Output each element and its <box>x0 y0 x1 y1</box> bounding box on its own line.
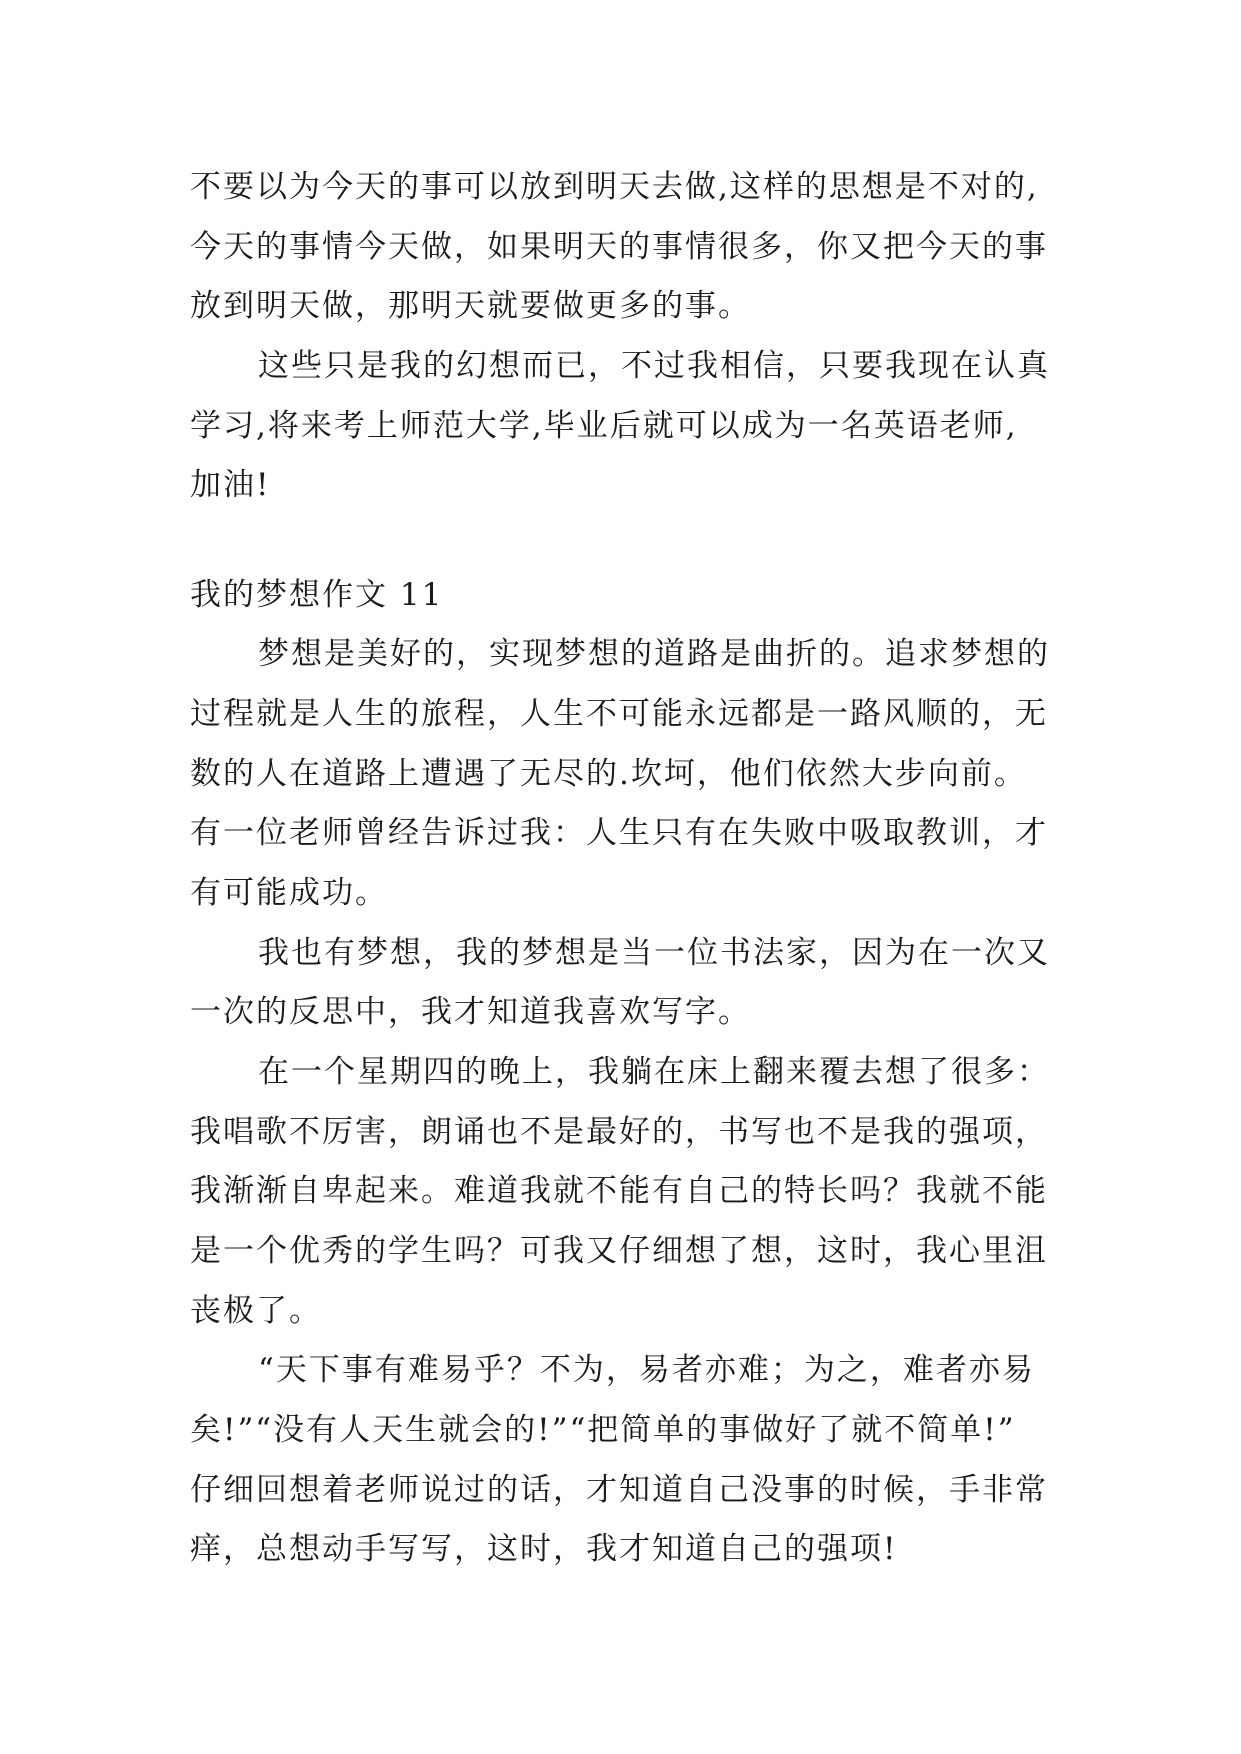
text-line: 我渐渐自卑起来。难道我就不能有自己的特长吗？我就不能 <box>190 1173 1048 1209</box>
text-line: 加油! <box>190 467 271 503</box>
text-line: 这些只是我的幻想而已，不过我相信，只要我现在认真 <box>258 348 1050 384</box>
text-line: 学习,将来考上师范大学,毕业后就可以成为一名英语老师, <box>190 408 1018 444</box>
essay-title: 我的梦想作文 11 <box>190 577 444 613</box>
text-line: 是一个优秀的学生吗？可我又仔细想了想，这时，我心里沮 <box>190 1233 1048 1269</box>
text-line: 仔细回想着老师说过的话，才知道自己没事的时候，手非常 <box>190 1472 1048 1508</box>
text-line: 过程就是人生的旅程，人生不可能永远都是一路风顺的，无 <box>190 696 1048 732</box>
text-line: 丧极了。 <box>190 1293 322 1329</box>
text-line: 有可能成功。 <box>190 875 388 911</box>
text-line: 痒，总想动手写写，这时，我才知道自己的强项! <box>190 1531 898 1567</box>
text-line: 一次的反思中，我才知道我喜欢写字。 <box>190 994 751 1030</box>
text-line: “天下事有难易乎？不为，易者亦难；为之，难者亦易 <box>258 1352 1035 1388</box>
text-line: 数的人在道路上遭遇了无尽的.坎坷，他们依然大步向前。 <box>190 756 1027 792</box>
text-line: 放到明天做，那明天就要做更多的事。 <box>190 288 751 324</box>
text-line: 今天的事情今天做，如果明天的事情很多，你又把今天的事 <box>190 229 1048 265</box>
text-line: 我也有梦想，我的梦想是当一位书法家，因为在一次又 <box>258 935 1050 971</box>
text-line: 矣!”“没有人天生就会的!”“把简单的事做好了就不简单!” <box>190 1412 1016 1448</box>
text-line: 不要以为今天的事可以放到明天去做,这样的思想是不对的, <box>190 169 1039 205</box>
text-line: 梦想是美好的，实现梦想的道路是曲折的。追求梦想的 <box>258 636 1050 672</box>
text-line: 有一位老师曾经告诉过我：人生只有在失败中吸取教训，才 <box>190 815 1048 851</box>
text-line: 我唱歌不厉害，朗诵也不是最好的，书写也不是我的强项， <box>190 1114 1048 1150</box>
text-line: 在一个星期四的晚上，我躺在床上翻来覆去想了很多： <box>258 1054 1050 1090</box>
